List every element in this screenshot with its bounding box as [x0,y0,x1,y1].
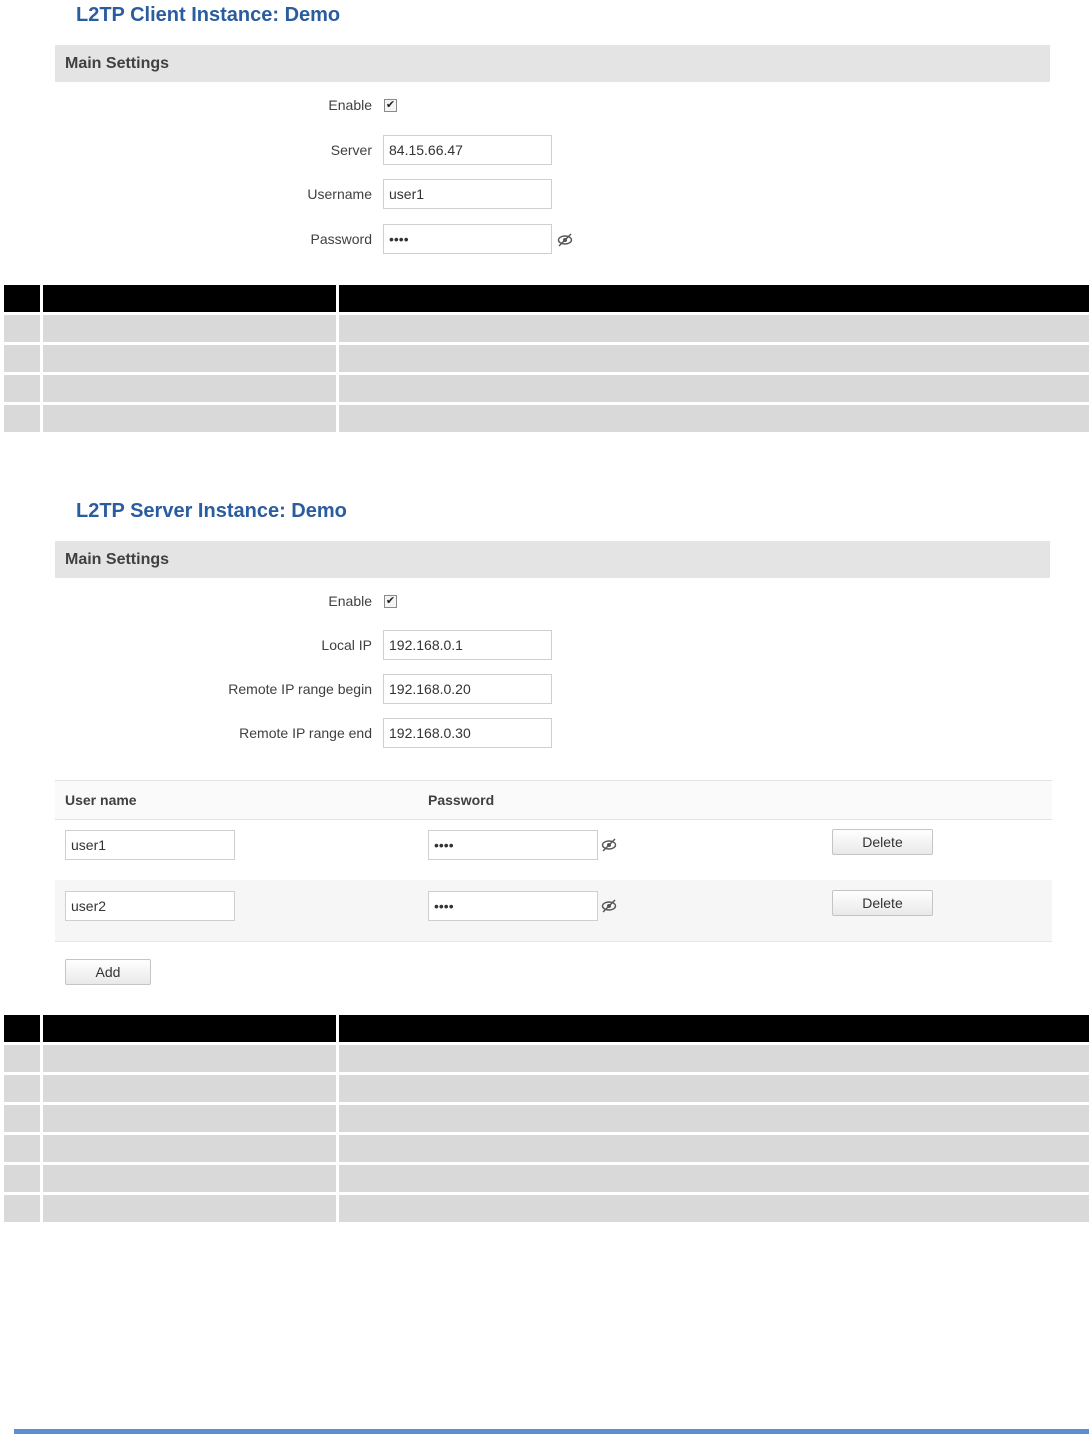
add-button[interactable]: Add [65,959,151,985]
remote-end-label: Remote IP range end [239,725,372,741]
server-param-table-row [4,1135,1089,1162]
server-param-table-row [4,1075,1089,1102]
user-name-input[interactable] [65,891,235,921]
col-password-header: Password [428,792,495,808]
client-server-input[interactable] [383,135,552,165]
client-section-header: Main Settings [55,45,1050,82]
footer-divider [14,1429,1089,1434]
local-ip-input[interactable] [383,630,552,660]
server-param-table-row [4,1105,1089,1132]
server-param-table-row [4,1045,1089,1072]
server-title: L2TP Server Instance: Demo [76,500,347,522]
client-enable-label: Enable [328,97,372,113]
local-ip-label: Local IP [321,637,372,653]
client-password-input[interactable] [383,224,552,254]
eye-slash-icon[interactable] [601,838,617,852]
client-username-input[interactable] [383,179,552,209]
checkmark-icon: ✔ [385,595,396,607]
client-server-label: Server [330,142,372,158]
remote-begin-input[interactable] [383,674,552,704]
server-enable-label: Enable [328,593,372,609]
client-title: L2TP Client Instance: Demo [76,4,341,26]
eye-slash-icon[interactable] [557,233,573,247]
remote-begin-label: Remote IP range begin [228,681,372,697]
table-row [55,880,1052,942]
client-param-table-row [4,345,1089,372]
client-param-table-header [4,285,1089,312]
server-param-table-row [4,1195,1089,1222]
server-section-header: Main Settings [55,541,1050,578]
user-password-input[interactable] [428,891,598,921]
delete-button[interactable]: Delete [832,890,933,916]
client-enable-checkbox[interactable] [384,99,397,112]
table-row [55,819,1052,881]
server-param-table-header [4,1015,1089,1042]
eye-slash-icon[interactable] [601,899,617,913]
client-param-table-row [4,315,1089,342]
client-param-table-row [4,405,1089,432]
user-name-input[interactable] [65,830,235,860]
client-username-label: Username [307,186,372,202]
client-password-label: Password [310,231,372,247]
delete-button[interactable]: Delete [832,829,933,855]
server-enable-checkbox[interactable] [384,595,397,608]
users-table-header [55,780,1052,820]
checkmark-icon: ✔ [385,99,396,111]
remote-end-input[interactable] [383,718,552,748]
user-password-input[interactable] [428,830,598,860]
server-param-table-row [4,1165,1089,1192]
col-username-header: User name [65,792,137,808]
client-param-table-row [4,375,1089,402]
